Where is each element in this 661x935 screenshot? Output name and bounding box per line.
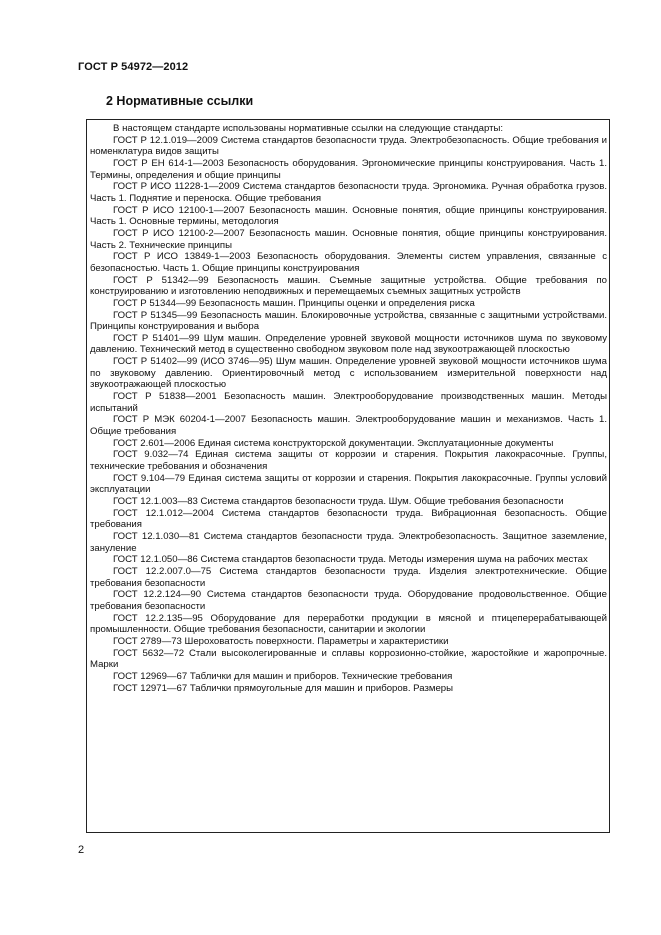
- page-number: 2: [78, 844, 85, 856]
- references-content: [86, 123, 610, 694]
- references-list: [86, 135, 610, 695]
- reference-entry: ГОСТ 12.2.007.0—75 Система стандартов безопасности труда. Изделия электротехнические. Общие требования безопасности: [90, 565, 607, 589]
- reference-entry: ГОСТ 12969—67 Таблички для машин и приборов. Технические требования: [113, 670, 453, 682]
- reference-entry: ГОСТ 12.1.050—86 Система стандартов безопасности труда. Методы измерения шума на рабочих местах: [113, 554, 588, 566]
- reference-entry: ГОСТ Р 51344—99 Безопасность машин. Принципы оценки и определения риска: [113, 297, 475, 309]
- reference-entry: ГОСТ Р 51345—99 Безопасность машин. Блокировочные устройства, связанные с защитными устройствами. Принципы конструирования и выбора: [90, 309, 607, 333]
- reference-entry: ГОСТ 12.1.003—83 Система стандартов безопасности труда. Шум. Общие требования безопасности: [113, 496, 564, 507]
- reference-entry: ГОСТ Р ИСО 13849-1—2003 Безопасность оборудования. Элементы систем управления, связанные с безопасностью. Часть 1. Общие принципы конструирования: [90, 251, 607, 274]
- reference-entry: ГОСТ Р МЭК 60204-1—2007 Безопасность машин. Электрооборудование машин и механизмов. Часть 1. Общие требования: [90, 414, 607, 438]
- reference-entry: ГОСТ Р ЕН 614-1—2003 Безопасность оборудования. Эргономические принципы конструирования. Часть 1. Термины, определения и общие принципы: [90, 157, 607, 181]
- document-header: ГОСТ Р 54972—2012: [78, 61, 189, 73]
- reference-entry: ГОСТ Р 51342—99 Безопасность машин. Съемные защитные устройства. Общие требования по конструированию и изготовлению неподвижных и перемещаемых съемных защитных устройств: [90, 274, 607, 298]
- reference-entry: ГОСТ 9.104—79 Единая система защиты от коррозии и старения. Покрытия лакокрасочные. Группы условий эксплуатации: [90, 472, 607, 496]
- reference-entry: ГОСТ 12971—67 Таблички прямоугольные для машин и приборов. Размеры: [113, 682, 454, 694]
- reference-entry: ГОСТ 2789—73 Шероховатость поверхности. Параметры и характеристики: [113, 635, 449, 647]
- reference-entry: ГОСТ Р 51401—99 Шум машин. Определение уровней звуковой мощности источников шума по звуковому давлению. Технический метод в существенно свободном звуковом поле над звукоотражающей плоскостью: [90, 332, 607, 356]
- reference-entry: ГОСТ Р 51402—99 (ИСО 3746—95) Шум машин. Определение уровней звуковой мощности источников шума по звуковому давлению. Ориентировочный метод с использованием измерительной поверхности над звукоотражающей плоскостью: [90, 356, 607, 391]
- reference-entry: ГОСТ 2.601—2006 Единая система конструкторской документации. Эксплуатационные документы: [113, 437, 554, 449]
- reference-entry: ГОСТ Р ИСО 11228-1—2009 Система стандартов безопасности труда. Эргономика. Ручная обработка грузов. Часть 1. Поднятие и переноска. Общие требования: [90, 181, 607, 204]
- reference-entry: ГОСТ 12.2.135—95 Оборудование для переработки продукции в мясной и птицеперерабатывающей промышленности. Общие требования безопасности, санитарии и экологии: [90, 612, 607, 636]
- section-title: 2 Нормативные ссылки: [106, 94, 254, 108]
- reference-entry: ГОСТ 5632—72 Стали высоколегированные и сплавы коррозионно-стойкие, жаростойкие и жаропрочные. Марки: [90, 647, 607, 671]
- reference-entry: ГОСТ Р ИСО 12100-2—2007 Безопасность машин. Основные понятия, общие принципы конструирования. Часть 2. Технические принципы: [90, 227, 607, 251]
- intro-paragraph: В настоящем стандарте использованы нормативные ссылки на следующие стандарты:: [113, 123, 504, 134]
- reference-entry: ГОСТ 9.032—74 Единая система защиты от коррозии и старения. Покрытия лакокрасочные. Группы, технические требования и обозначения: [90, 449, 607, 473]
- reference-entry: ГОСТ Р ИСО 12100-1—2007 Безопасность машин. Основные понятия, общие принципы конструирования. Часть 1. Основные термины, методология: [90, 204, 607, 228]
- reference-entry: ГОСТ Р 12.1.019—2009 Система стандартов безопасности труда. Электробезопасность. Общие требования и номенклатура видов защиты: [90, 134, 607, 158]
- reference-entry: ГОСТ 12.1.012—2004 Система стандартов безопасности труда. Вибрационная безопасность. Общие требования: [90, 507, 607, 531]
- reference-entry: ГОСТ 12.2.124—90 Система стандартов безопасности труда. Оборудование продовольственное. Общие требования безопасности: [90, 589, 607, 612]
- reference-entry: ГОСТ Р 51838—2001 Безопасность машин. Электрооборудование производственных машин. Методы испытаний: [90, 391, 607, 414]
- reference-entry: ГОСТ 12.1.030—81 Система стандартов безопасности труда. Электробезопасность. Защитное заземление, зануление: [90, 530, 607, 554]
